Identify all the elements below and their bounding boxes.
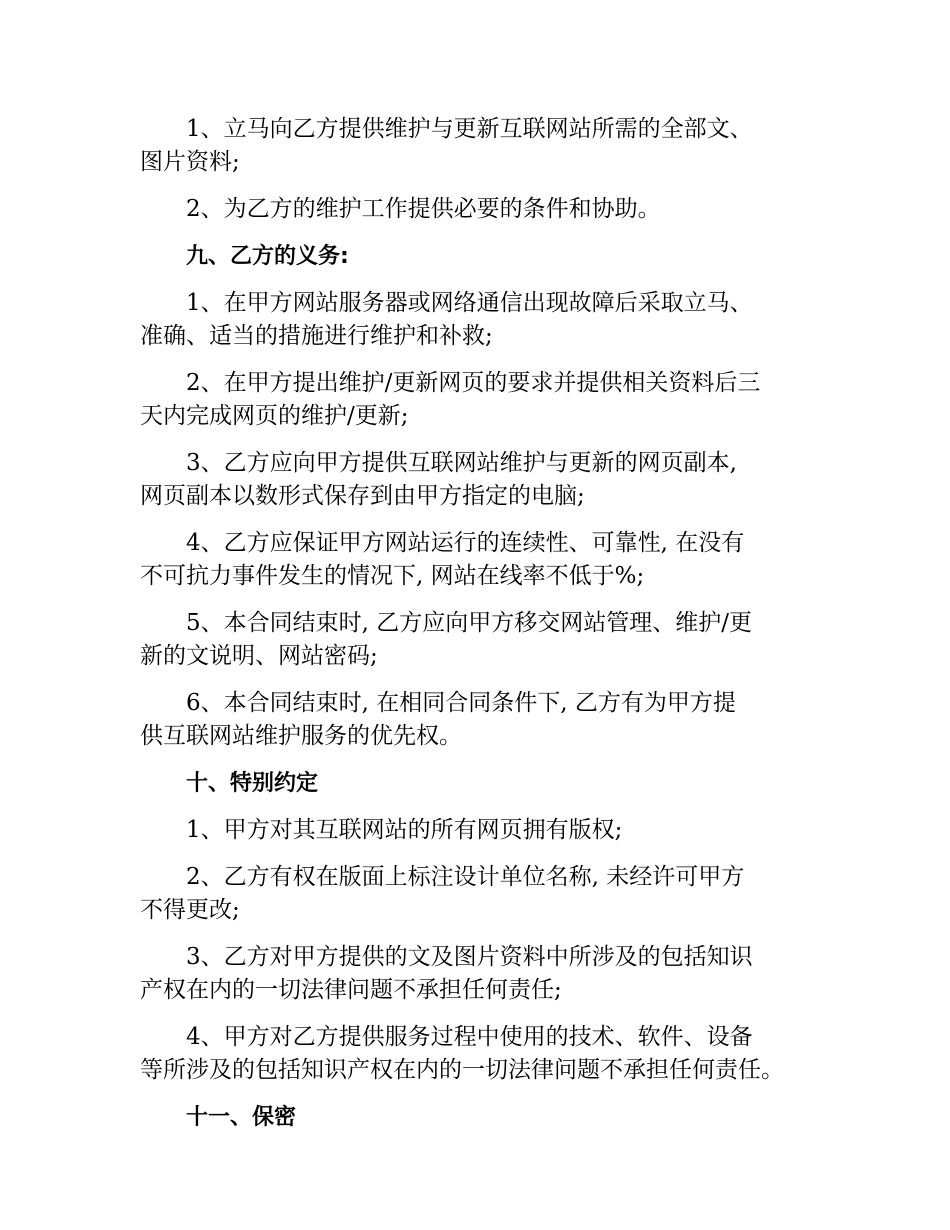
section-heading: 十一、保密: [186, 1105, 297, 1130]
paragraph: [140, 447, 830, 513]
text-line: 4、甲方对乙方提供服务过程中使用的技术、软件、设备: [186, 1024, 753, 1050]
paragraph: [140, 941, 830, 1007]
paragraph: [140, 814, 830, 847]
text-line: 不可抗力事件发生的情况下, 网站在线率不低于%;: [140, 563, 645, 589]
text-line: 1、立马向乙方提供维护与更新互联网站所需的全部文、: [186, 116, 753, 142]
text-line: 2、为乙方的维护工作提供必要的条件和协助。: [186, 196, 661, 222]
document-body: [140, 113, 830, 1148]
paragraph: [140, 687, 830, 753]
section-heading: 十、特别约定: [186, 771, 319, 796]
text-line: 3、乙方对甲方提供的文及图片资料中所涉及的包括知识: [186, 944, 753, 970]
paragraph: [140, 367, 830, 433]
paragraph: [140, 607, 830, 673]
text-line: 3、乙方应向甲方提供互联网站维护与更新的网页副本,: [186, 450, 737, 476]
text-line: 1、甲方对其互联网站的所有网页拥有版权;: [186, 817, 623, 843]
text-line: 2、在甲方提出维护/更新网页的要求并提供相关资料后三: [186, 370, 761, 396]
text-line: 1、在甲方网站服务器或网络通信出现故障后采取立马、: [186, 290, 753, 316]
text-line: 图片资料;: [140, 149, 240, 175]
paragraph: [140, 861, 830, 927]
paragraph: [140, 527, 830, 593]
text-line: 不得更改;: [140, 897, 240, 923]
text-line: 新的文说明、网站密码;: [140, 643, 378, 669]
text-line: 5、本合同结束时, 乙方应向甲方移交网站管理、维护/更: [186, 610, 753, 636]
text-line: 天内完成网页的维护/更新;: [140, 403, 409, 429]
paragraph: [140, 287, 830, 353]
text-line: 网页副本以数形式保存到由甲方指定的电脑;: [140, 483, 585, 509]
paragraph: [140, 113, 830, 179]
text-line: 2、乙方有权在版面上标注设计单位名称, 未经许可甲方: [186, 864, 745, 890]
text-line: 准确、适当的措施进行维护和补救;: [140, 323, 493, 349]
section-heading: 九、乙方的义务:: [186, 244, 349, 269]
paragraph: [140, 1021, 830, 1087]
text-line: 等所涉及的包括知识产权在内的一切法律问题不承担任何责任。: [140, 1057, 784, 1083]
text-line: 4、乙方应保证甲方网站运行的连续性、可靠性, 在没有: [186, 530, 745, 556]
paragraph: [140, 193, 830, 226]
text-line: 产权在内的一切法律问题不承担任何责任;: [140, 977, 562, 1003]
text-line: 供互联网站维护服务的优先权。: [140, 723, 462, 749]
text-line: 6、本合同结束时, 在相同合同条件下, 乙方有为甲方提: [186, 690, 736, 716]
